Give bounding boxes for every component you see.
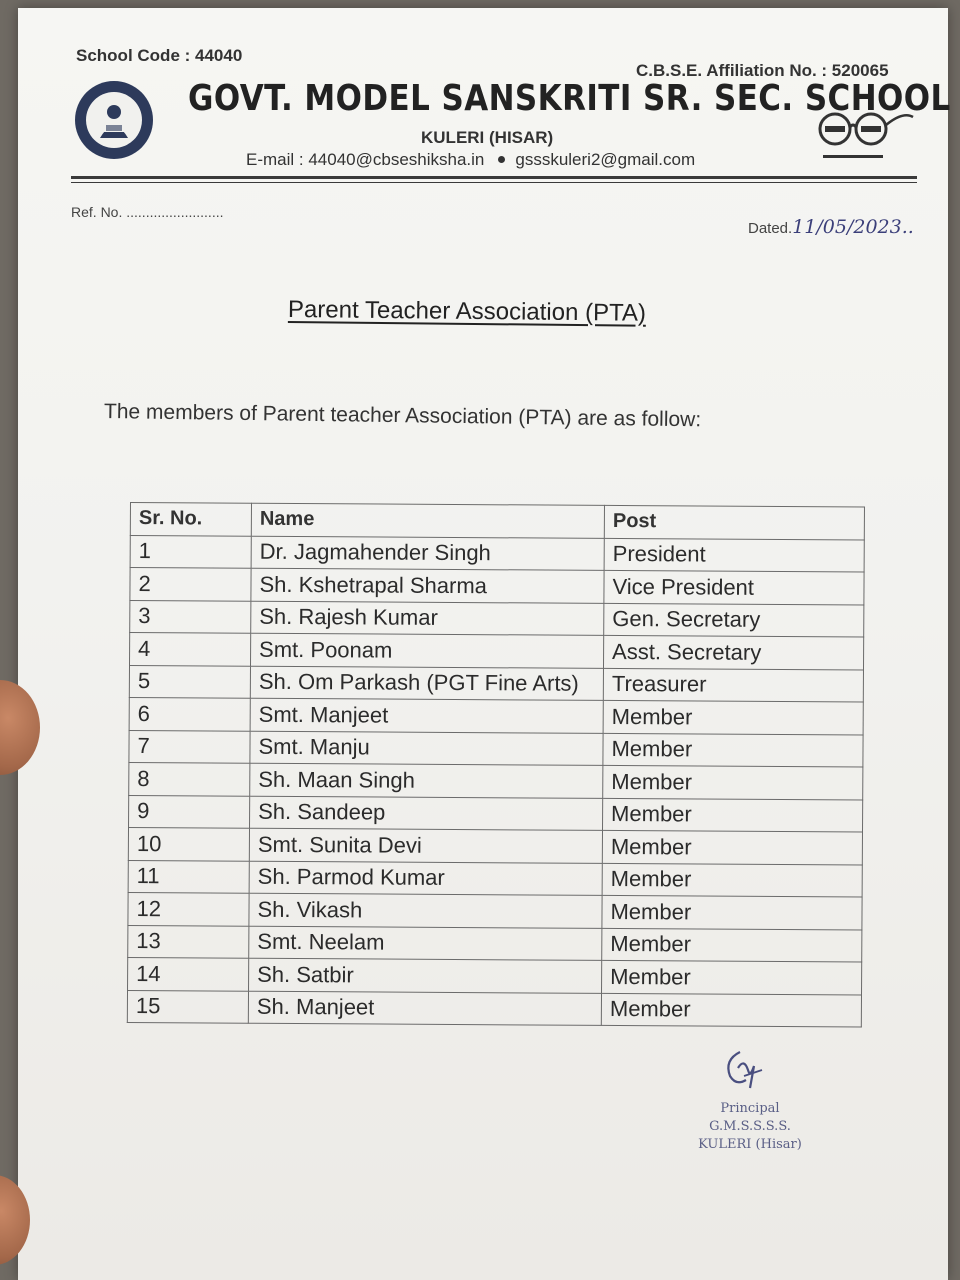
cell-post: Member	[602, 830, 862, 864]
cell-name: Dr. Jagmahender Singh	[251, 536, 604, 571]
cell-name: Smt. Neelam	[249, 926, 602, 961]
table-row	[128, 925, 862, 962]
reference-number: Ref. No. .........................	[71, 204, 224, 220]
dated-value: 11/05/2023..	[792, 216, 914, 238]
principal-stamp	[690, 1100, 810, 1154]
email-primary: E-mail : 44040@cbseshiksha.in	[246, 150, 485, 169]
cell-post: President	[604, 538, 864, 572]
cell-name: Sh. Maan Singh	[250, 763, 603, 798]
email-secondary: gssskuleri2@gmail.com	[515, 150, 696, 169]
principal-signature-icon	[720, 1046, 770, 1099]
cell-name: Sh. Rajesh Kumar	[251, 601, 604, 636]
cell-post: Member	[602, 960, 862, 994]
cell-post: Gen. Secretary	[604, 603, 864, 637]
table-row	[129, 665, 863, 702]
cell-sr-no: 2	[130, 568, 251, 601]
header-name: Name	[251, 503, 604, 538]
intro-text: The members of Parent teacher Association (PTA) are as follow:	[103, 400, 702, 432]
stamp-line-2: G.M.S.S.S.S.	[709, 1119, 791, 1134]
header-rule-thin	[71, 182, 917, 183]
table-row	[129, 697, 863, 734]
school-logo-icon	[75, 81, 153, 159]
school-email	[246, 150, 695, 170]
bullet-icon	[498, 156, 505, 163]
table-row	[128, 827, 862, 864]
cell-post: Member	[603, 798, 863, 832]
cell-post: Member	[602, 928, 862, 962]
table-row	[129, 730, 863, 767]
table-row	[130, 568, 864, 605]
school-location: KULERI (HISAR)	[421, 128, 554, 147]
pta-members-table	[127, 502, 865, 1027]
cell-name: Sh. Om Parkash (PGT Fine Arts)	[250, 666, 603, 701]
cell-sr-no: 1	[130, 535, 251, 568]
cell-name: Smt. Manju	[250, 731, 603, 766]
cell-sr-no: 15	[127, 990, 248, 1023]
header-rule	[71, 176, 917, 179]
header-sr-no: Sr. No.	[130, 503, 251, 536]
table-row	[130, 600, 864, 637]
table-row	[128, 957, 862, 994]
cell-post: Member	[603, 765, 863, 799]
table-row	[129, 762, 863, 799]
cell-name: Sh. Vikash	[249, 893, 602, 928]
cell-post: Member	[601, 993, 861, 1027]
cell-name: Sh. Parmod Kumar	[249, 861, 602, 896]
table-row	[128, 892, 862, 929]
cell-post: Member	[603, 733, 863, 767]
cell-post: Vice President	[604, 570, 864, 604]
cell-sr-no: 14	[128, 957, 249, 990]
school-name: GOVT. MODEL SANSKRITI SR. SEC. SCHOOL	[188, 78, 951, 119]
cell-sr-no: 13	[128, 925, 249, 958]
cell-sr-no: 3	[130, 600, 251, 633]
cell-name: Sh. Manjeet	[248, 991, 601, 1026]
document-title: Parent Teacher Association (PTA)	[287, 296, 647, 327]
stamp-line-1: Principal	[720, 1101, 780, 1116]
cell-post: Member	[602, 863, 862, 897]
cell-name: Smt. Sunita Devi	[249, 828, 602, 863]
cell-sr-no: 9	[129, 795, 250, 828]
table-row	[129, 795, 863, 832]
cell-name: Sh. Kshetrapal Sharma	[251, 568, 604, 603]
cbse-affiliation: C.B.S.E. Affiliation No. : 520065	[636, 61, 889, 80]
cell-sr-no: 12	[128, 892, 249, 925]
cell-sr-no: 7	[129, 730, 250, 763]
date-field	[748, 216, 914, 238]
cell-sr-no: 6	[129, 697, 250, 730]
cell-post: Treasurer	[603, 668, 863, 702]
stamp-line-3: KULERI (Hisar)	[698, 1137, 802, 1152]
cell-post: Member	[603, 700, 863, 734]
cell-sr-no: 4	[130, 633, 251, 666]
cell-sr-no: 10	[128, 827, 249, 860]
table-row	[127, 990, 861, 1027]
header-post: Post	[604, 505, 864, 539]
school-code: School Code : 44040	[76, 46, 243, 65]
table-row	[130, 633, 864, 670]
document-paper	[18, 8, 951, 1280]
table-row	[128, 860, 862, 897]
cell-name: Smt. Manjeet	[250, 698, 603, 733]
dated-label: Dated.	[748, 220, 793, 237]
cell-sr-no: 11	[128, 860, 249, 893]
cell-sr-no: 8	[129, 762, 250, 795]
cell-sr-no: 5	[129, 665, 250, 698]
cell-post: Asst. Secretary	[603, 635, 863, 669]
cell-name: Sh. Satbir	[249, 958, 602, 993]
cell-name: Smt. Poonam	[251, 633, 604, 668]
cell-name: Sh. Sandeep	[250, 796, 603, 831]
table-row	[130, 535, 864, 572]
cell-post: Member	[602, 895, 862, 929]
swachh-bharat-glasses-icon	[813, 103, 923, 178]
table-header-row	[130, 503, 864, 540]
